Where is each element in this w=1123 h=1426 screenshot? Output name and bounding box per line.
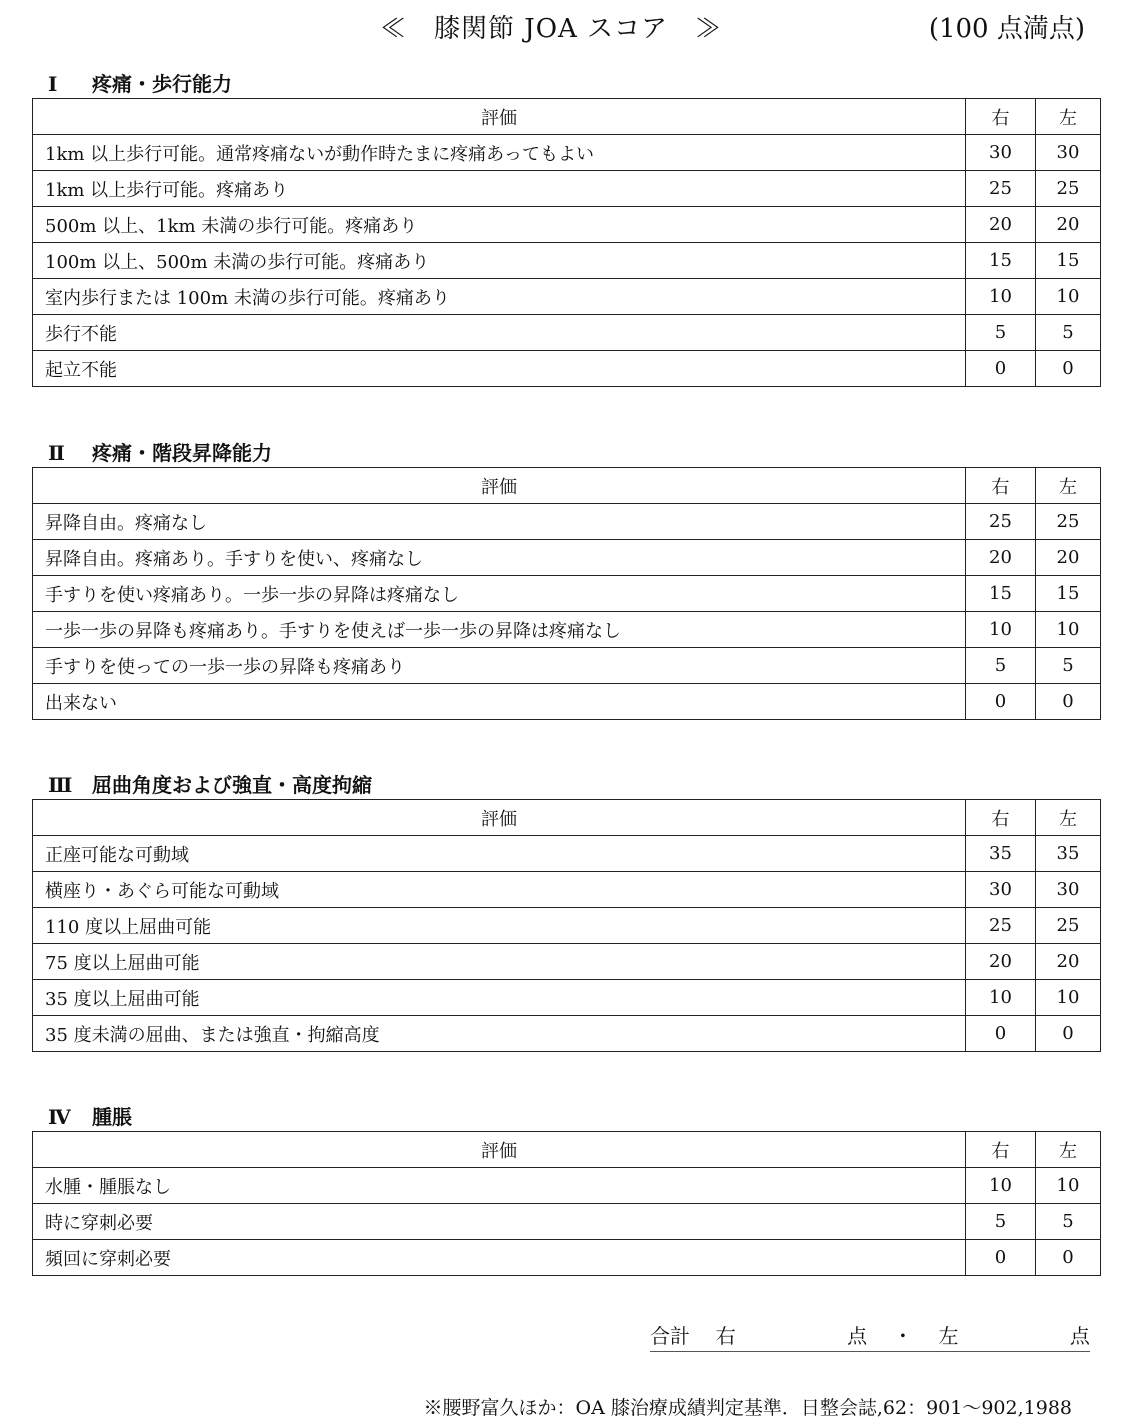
row-description: 1km 以上歩行可能。疼痛あり xyxy=(33,171,966,207)
max-score-label: (100 点満点) xyxy=(928,14,1085,44)
left-score: 0 xyxy=(1036,684,1101,720)
left-score: 25 xyxy=(1036,908,1101,944)
table-row xyxy=(33,612,1101,648)
right-score: 10 xyxy=(966,279,1036,315)
table-header-row xyxy=(33,1132,1101,1168)
table-header-row xyxy=(33,468,1101,504)
column-header-evaluation: 評価 xyxy=(33,99,966,135)
table-row xyxy=(33,243,1101,279)
page-title: ≪ 膝関節 JOA スコア ≫ xyxy=(380,14,723,44)
table-row xyxy=(33,351,1101,387)
table-row xyxy=(33,171,1101,207)
row-description: 手すりを使っての一歩一歩の昇降も疼痛あり xyxy=(33,648,966,684)
right-score: 0 xyxy=(966,1240,1036,1276)
left-score: 10 xyxy=(1036,1168,1101,1204)
left-score: 0 xyxy=(1036,351,1101,387)
table-row xyxy=(33,944,1101,980)
section-number: Ⅲ xyxy=(48,773,73,797)
right-score: 15 xyxy=(966,576,1036,612)
table-row xyxy=(33,1168,1101,1204)
row-description: 75 度以上屈曲可能 xyxy=(33,944,966,980)
left-score: 30 xyxy=(1036,872,1101,908)
row-description: 正座可能な可動域 xyxy=(33,836,966,872)
left-score: 15 xyxy=(1036,243,1101,279)
table-header-row xyxy=(33,800,1101,836)
left-score: 0 xyxy=(1036,1016,1101,1052)
total-left-blank xyxy=(984,1320,1044,1349)
row-description: 出来ない xyxy=(33,684,966,720)
right-score: 0 xyxy=(966,351,1036,387)
table-row xyxy=(33,908,1101,944)
row-description: 横座り・あぐら可能な可動域 xyxy=(33,872,966,908)
section-heading-3 xyxy=(48,769,372,798)
row-description: 室内歩行または 100m 未満の歩行可能。疼痛あり xyxy=(33,279,966,315)
left-score: 5 xyxy=(1036,1204,1101,1240)
row-description: 110 度以上屈曲可能 xyxy=(33,908,966,944)
score-table-walking xyxy=(32,98,1101,387)
total-separator: ・ xyxy=(892,1324,913,1348)
left-score: 10 xyxy=(1036,279,1101,315)
score-table-flexion xyxy=(32,799,1101,1052)
row-description: 歩行不能 xyxy=(33,315,966,351)
table-row xyxy=(33,1240,1101,1276)
right-score: 0 xyxy=(966,684,1036,720)
row-description: 1km 以上歩行可能。通常疼痛ないが動作時たまに疼痛あってもよい xyxy=(33,135,966,171)
column-header-evaluation: 評価 xyxy=(33,800,966,836)
total-right-label: 右 xyxy=(715,1324,736,1348)
right-score: 15 xyxy=(966,243,1036,279)
section-heading-1 xyxy=(48,68,232,97)
left-score: 10 xyxy=(1036,612,1101,648)
right-score: 0 xyxy=(966,1016,1036,1052)
table-header-row xyxy=(33,99,1101,135)
right-score: 20 xyxy=(966,540,1036,576)
right-score: 10 xyxy=(966,1168,1036,1204)
left-score: 5 xyxy=(1036,648,1101,684)
row-description: 昇降自由。疼痛あり。手すりを使い、疼痛なし xyxy=(33,540,966,576)
total-left-points-label: 点 xyxy=(1069,1324,1090,1348)
total-score-line xyxy=(650,1320,1090,1352)
score-table-stairs xyxy=(32,467,1101,720)
table-row xyxy=(33,980,1101,1016)
row-description: 手すりを使い疼痛あり。一歩一歩の昇降は疼痛なし xyxy=(33,576,966,612)
column-header-left: 左 xyxy=(1036,468,1101,504)
total-left-label: 左 xyxy=(938,1324,959,1348)
section-heading-4 xyxy=(48,1101,132,1130)
column-header-right: 右 xyxy=(966,1132,1036,1168)
column-header-right: 右 xyxy=(966,468,1036,504)
section-number: Ⅳ xyxy=(48,1105,71,1129)
row-description: 水腫・腫脹なし xyxy=(33,1168,966,1204)
left-score: 10 xyxy=(1036,980,1101,1016)
citation: ※腰野富久ほか：OA 膝治療成績判定基準．日整会誌,62：901〜902,1988 xyxy=(423,1397,1072,1419)
section-heading-2 xyxy=(48,437,272,466)
table-row xyxy=(33,207,1101,243)
left-score: 30 xyxy=(1036,135,1101,171)
column-header-left: 左 xyxy=(1036,99,1101,135)
column-header-left: 左 xyxy=(1036,800,1101,836)
right-score: 25 xyxy=(966,504,1036,540)
total-right-points-label: 点 xyxy=(847,1324,868,1348)
row-description: 500m 以上、1km 未満の歩行可能。疼痛あり xyxy=(33,207,966,243)
row-description: 一歩一歩の昇降も疼痛あり。手すりを使えば一歩一歩の昇降は疼痛なし xyxy=(33,612,966,648)
section-number: Ⅰ xyxy=(48,72,58,96)
right-score: 10 xyxy=(966,612,1036,648)
table-row xyxy=(33,279,1101,315)
right-score: 10 xyxy=(966,980,1036,1016)
right-score: 5 xyxy=(966,1204,1036,1240)
left-score: 35 xyxy=(1036,836,1101,872)
right-score: 30 xyxy=(966,135,1036,171)
table-row xyxy=(33,540,1101,576)
table-row xyxy=(33,576,1101,612)
section-title: 疼痛・階段昇降能力 xyxy=(92,441,272,465)
left-score: 20 xyxy=(1036,540,1101,576)
right-score: 25 xyxy=(966,171,1036,207)
left-score: 15 xyxy=(1036,576,1101,612)
table-row xyxy=(33,1016,1101,1052)
row-description: 起立不能 xyxy=(33,351,966,387)
left-score: 25 xyxy=(1036,504,1101,540)
table-row xyxy=(33,504,1101,540)
row-description: 昇降自由。疼痛なし xyxy=(33,504,966,540)
row-description: 時に穿刺必要 xyxy=(33,1204,966,1240)
column-header-right: 右 xyxy=(966,800,1036,836)
right-score: 5 xyxy=(966,648,1036,684)
left-score: 20 xyxy=(1036,944,1101,980)
left-score: 20 xyxy=(1036,207,1101,243)
right-score: 35 xyxy=(966,836,1036,872)
table-row xyxy=(33,135,1101,171)
left-score: 0 xyxy=(1036,1240,1101,1276)
row-description: 35 度以上屈曲可能 xyxy=(33,980,966,1016)
column-header-left: 左 xyxy=(1036,1132,1101,1168)
left-score: 25 xyxy=(1036,171,1101,207)
table-row xyxy=(33,1204,1101,1240)
row-description: 35 度未満の屈曲、または強直・拘縮高度 xyxy=(33,1016,966,1052)
table-row xyxy=(33,872,1101,908)
table-row xyxy=(33,315,1101,351)
section-title: 腫脹 xyxy=(92,1105,132,1129)
left-score: 5 xyxy=(1036,315,1101,351)
section-number: Ⅱ xyxy=(48,441,65,465)
column-header-evaluation: 評価 xyxy=(33,1132,966,1168)
score-table-swelling xyxy=(32,1131,1101,1276)
right-score: 30 xyxy=(966,872,1036,908)
section-title: 疼痛・歩行能力 xyxy=(92,72,232,96)
table-row xyxy=(33,684,1101,720)
total-label: 合計 xyxy=(650,1324,690,1348)
column-header-evaluation: 評価 xyxy=(33,468,966,504)
total-right-blank xyxy=(761,1320,821,1349)
table-row xyxy=(33,648,1101,684)
right-score: 25 xyxy=(966,908,1036,944)
right-score: 20 xyxy=(966,944,1036,980)
right-score: 5 xyxy=(966,315,1036,351)
table-row xyxy=(33,836,1101,872)
row-description: 頻回に穿刺必要 xyxy=(33,1240,966,1276)
column-header-right: 右 xyxy=(966,99,1036,135)
row-description: 100m 以上、500m 未満の歩行可能。疼痛あり xyxy=(33,243,966,279)
right-score: 20 xyxy=(966,207,1036,243)
section-title: 屈曲角度および強直・高度拘縮 xyxy=(92,773,372,797)
